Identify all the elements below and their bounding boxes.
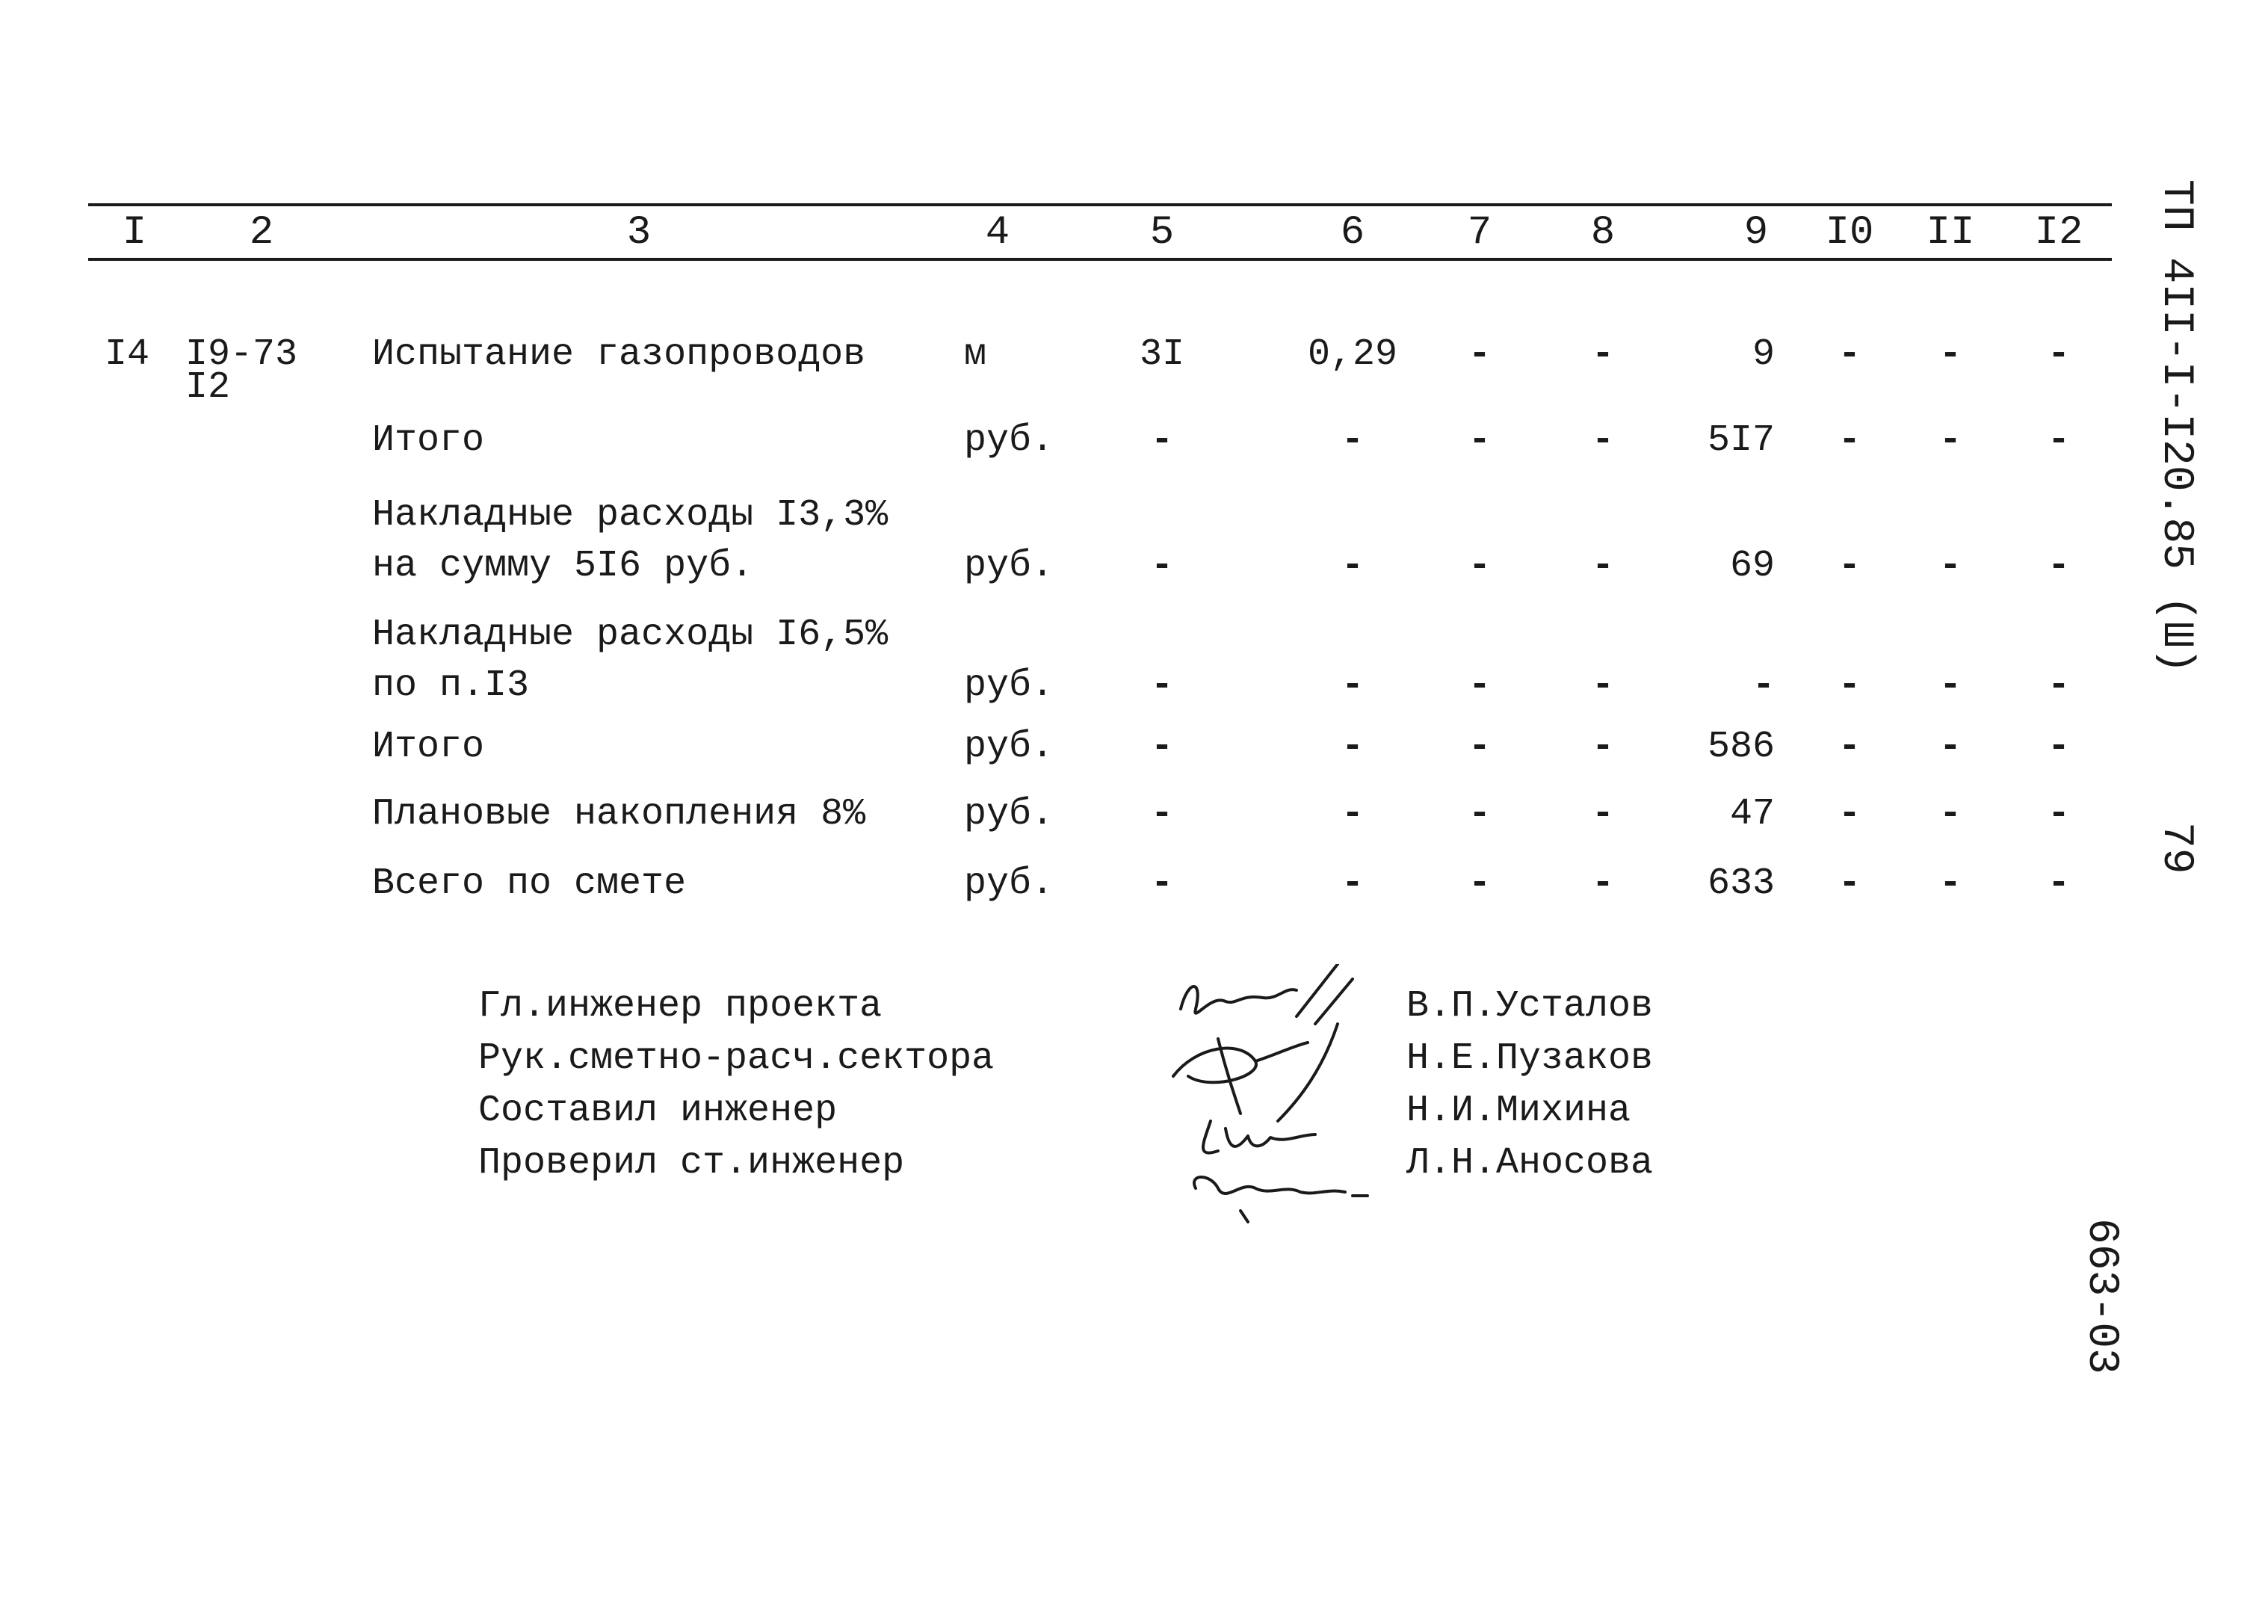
value-c5: - bbox=[1150, 664, 1174, 707]
value-c6: - bbox=[1341, 726, 1365, 768]
value-c7: - bbox=[1468, 862, 1492, 905]
value-c10: - bbox=[1838, 333, 1861, 376]
value-c10: - bbox=[1838, 862, 1861, 905]
value-c11: - bbox=[1938, 862, 1962, 905]
description-line: Итого bbox=[372, 419, 485, 462]
value-c8: - bbox=[1591, 862, 1615, 905]
role-chief-engineer: Гл.инженер проекта bbox=[478, 985, 883, 1028]
column-header-9: 9 bbox=[1743, 210, 1769, 256]
value-c8: - bbox=[1591, 419, 1615, 462]
value-c5: - bbox=[1150, 419, 1174, 462]
value-c6: - bbox=[1341, 793, 1365, 836]
description-line: Всего по смете bbox=[372, 862, 687, 905]
value-c7: - bbox=[1468, 726, 1492, 768]
page-number: 79 bbox=[2151, 822, 2200, 874]
unit-cell: руб. bbox=[964, 664, 1054, 707]
handwritten-signatures bbox=[1166, 964, 1405, 1233]
value-c6: - bbox=[1341, 664, 1365, 707]
value-c5: - bbox=[1150, 726, 1174, 768]
value-c11: - bbox=[1938, 333, 1962, 376]
value-c5: - bbox=[1150, 793, 1174, 836]
norm-code-sub: I2 bbox=[185, 366, 231, 409]
unit-cell: руб. bbox=[964, 862, 1054, 905]
value-c9: 69 bbox=[1729, 545, 1775, 587]
value-c9: 633 bbox=[1707, 862, 1775, 905]
value-c6: 0,29 bbox=[1307, 333, 1398, 376]
value-c12: - bbox=[2047, 793, 2071, 836]
value-c6: - bbox=[1341, 545, 1365, 587]
value-c7: - bbox=[1468, 419, 1492, 462]
value-c10: - bbox=[1838, 793, 1861, 836]
column-header-8: 8 bbox=[1590, 210, 1616, 256]
document-code: ТП 4II-I-I20.85 (Ш) bbox=[2151, 179, 2200, 674]
name-sector-head: Н.Е.Пузаков bbox=[1406, 1037, 1654, 1080]
value-c9: 47 bbox=[1729, 793, 1775, 836]
value-c5: - bbox=[1150, 545, 1174, 587]
description-line: Плановые накопления 8% bbox=[372, 793, 866, 836]
value-c7: - bbox=[1468, 333, 1492, 376]
description-line: Накладные расходы I6,5% bbox=[372, 614, 889, 656]
value-c9: 5I7 bbox=[1707, 419, 1775, 462]
value-c11: - bbox=[1938, 664, 1962, 707]
name-compiled-by: Н.И.Михина bbox=[1406, 1090, 1631, 1132]
column-header-12: I2 bbox=[2034, 210, 2083, 256]
unit-cell: руб. bbox=[964, 726, 1054, 768]
column-header-10: I0 bbox=[1825, 210, 1874, 256]
header-top-rule bbox=[88, 203, 2112, 206]
value-c8: - bbox=[1591, 333, 1615, 376]
description-line: Испытание газопроводов bbox=[372, 333, 866, 376]
column-header-1: I bbox=[122, 210, 147, 256]
value-c12: - bbox=[2047, 664, 2071, 707]
value-c12: - bbox=[2047, 545, 2071, 587]
column-header-2: 2 bbox=[249, 210, 274, 256]
description-line: по п.I3 bbox=[372, 664, 530, 707]
description-line: на сумму 5I6 руб. bbox=[372, 545, 754, 587]
value-c8: - bbox=[1591, 793, 1615, 836]
column-header-6: 6 bbox=[1340, 210, 1365, 256]
value-c9: - bbox=[1752, 664, 1775, 707]
value-c7: - bbox=[1468, 545, 1492, 587]
value-c10: - bbox=[1838, 419, 1861, 462]
value-c9: 9 bbox=[1752, 333, 1775, 376]
name-chief-engineer: В.П.Усталов bbox=[1406, 985, 1654, 1028]
value-c6: - bbox=[1341, 419, 1365, 462]
column-header-3: 3 bbox=[626, 210, 652, 256]
role-compiled-by: Составил инженер bbox=[478, 1090, 838, 1132]
value-c11: - bbox=[1938, 545, 1962, 587]
unit-cell: руб. bbox=[964, 419, 1054, 462]
value-c12: - bbox=[2047, 419, 2071, 462]
unit-cell: м bbox=[964, 333, 987, 376]
value-c8: - bbox=[1591, 545, 1615, 587]
header-bottom-rule bbox=[88, 258, 2112, 261]
description-line: Итого bbox=[372, 726, 485, 768]
value-c11: - bbox=[1938, 419, 1962, 462]
unit-cell: руб. bbox=[964, 545, 1054, 587]
value-c7: - bbox=[1468, 793, 1492, 836]
value-c12: - bbox=[2047, 726, 2071, 768]
column-header-4: 4 bbox=[985, 210, 1010, 256]
column-header-5: 5 bbox=[1149, 210, 1175, 256]
value-c12: - bbox=[2047, 333, 2071, 376]
value-c11: - bbox=[1938, 793, 1962, 836]
unit-cell: руб. bbox=[964, 793, 1054, 836]
column-header-7: 7 bbox=[1467, 210, 1492, 256]
value-c8: - bbox=[1591, 726, 1615, 768]
value-c12: - bbox=[2047, 862, 2071, 905]
value-c10: - bbox=[1838, 545, 1861, 587]
name-checked-by: Л.Н.Аносова bbox=[1406, 1142, 1654, 1185]
column-header-11: II bbox=[1926, 210, 1975, 256]
value-c10: - bbox=[1838, 726, 1861, 768]
value-c11: - bbox=[1938, 726, 1962, 768]
value-c8: - bbox=[1591, 664, 1615, 707]
value-c10: - bbox=[1838, 664, 1861, 707]
item-number: I4 bbox=[105, 333, 150, 376]
value-c6: - bbox=[1341, 862, 1365, 905]
role-checked-by: Проверил ст.инженер bbox=[478, 1142, 905, 1185]
inventory-number: 663-03 bbox=[2077, 1218, 2125, 1374]
value-c5: - bbox=[1150, 862, 1174, 905]
role-sector-head: Рук.сметно-расч.сектора bbox=[478, 1037, 995, 1080]
value-c7: - bbox=[1468, 664, 1492, 707]
value-c9: 586 bbox=[1707, 726, 1775, 768]
description-line: Накладные расходы I3,3% bbox=[372, 494, 889, 537]
value-c5: 3I bbox=[1139, 333, 1185, 376]
norm-code: I9-73 bbox=[185, 333, 298, 376]
